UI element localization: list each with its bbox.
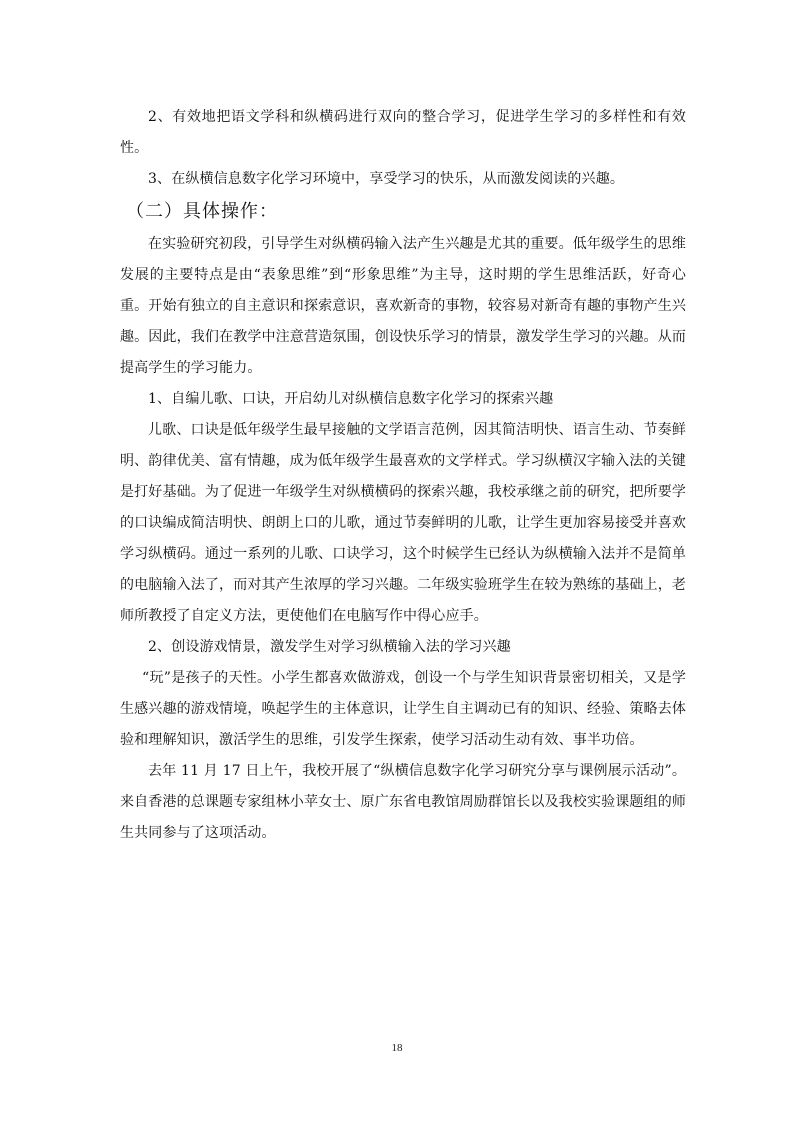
section-heading: （二）具体操作： — [126, 201, 278, 222]
intro-paragraph: 在实验研究初段，引导学生对纵横码输入法产生兴趣是尤其的重要。低年级学生的思维发展的主要特点是由“表象思维”到“形象思维”为主导，这时期的学生思维活跃，好奇心重。开始有独立的自主意识和探索意识，喜欢新奇的事物，较容易对新奇有趣的事物产生兴趣。因此，我们在教学中注意营造氛围，创设快乐学习的情景，激发学生学习的兴趣。从而提高学生的学习能力。 — [120, 236, 686, 376]
page-content — [120, 102, 686, 849]
page-number: 18 — [391, 1042, 403, 1054]
subsection-1-paragraph: 儿歌、口诀是低年级学生最早接触的文学语言范例，因其简洁明快、语言生动、节奏鲜明、韵律优美、富有情趣，成为低年级学生最喜欢的文学样式。学习纵横汉字输入法的关键是打好基础。为了促进一年级学生对纵横横码的探索兴趣，我校承继之前的研究，把所要学的口诀编成简洁明快、朗朗上口的儿歌，通过节奏鲜明的儿歌，让学生更加容易接受并喜欢学习纵横码。通过一系列的儿歌、口诀学习，这个时候学生已经认为纵横输入法并不是简单的电脑输入法了，而对其产生浓厚的学习兴趣。二年级实验班学生在较为熟练的基础上，老师所教授了自定义方法，更使他们在电脑写作中得心应手。 — [120, 422, 686, 624]
subsection-2-title: 2、创设游戏情景，激发学生对学习纵横输入法的学习兴趣 — [148, 639, 511, 655]
subsection-1-title: 1、自编儿歌、口诀，开启幼儿对纵横信息数字化学习的探索兴趣 — [148, 391, 554, 407]
event-paragraph: 去年 11 月 17 日上午，我校开展了“纵横信息数字化学习研究分享与课例展示活动”。来自香港的总课题专家组林小苹女士、原广东省电教馆周励群馆长以及我校实验课题组的师生共同参与了这项活动。 — [120, 763, 686, 841]
subsection-2-paragraph: “玩”是孩子的天性。小学生都喜欢做游戏，创设一个与学生知识背景密切相关，又是学生感兴趣的游戏情境，唤起学生的主体意识，让学生自主调动已有的知识、经验、策略去体验和理解知识，激活学生的思维，引发学生探索，使学习活动生动有效、事半功倍。 — [120, 670, 686, 748]
objective-item-2: 2、有效地把语文学科和纵横码进行双向的整合学习，促进学生学习的多样性和有效性。 — [120, 109, 686, 156]
objective-item-3: 3、在纵横信息数字化学习环境中，享受学习的快乐，从而激发阅读的兴趣。 — [148, 171, 625, 187]
